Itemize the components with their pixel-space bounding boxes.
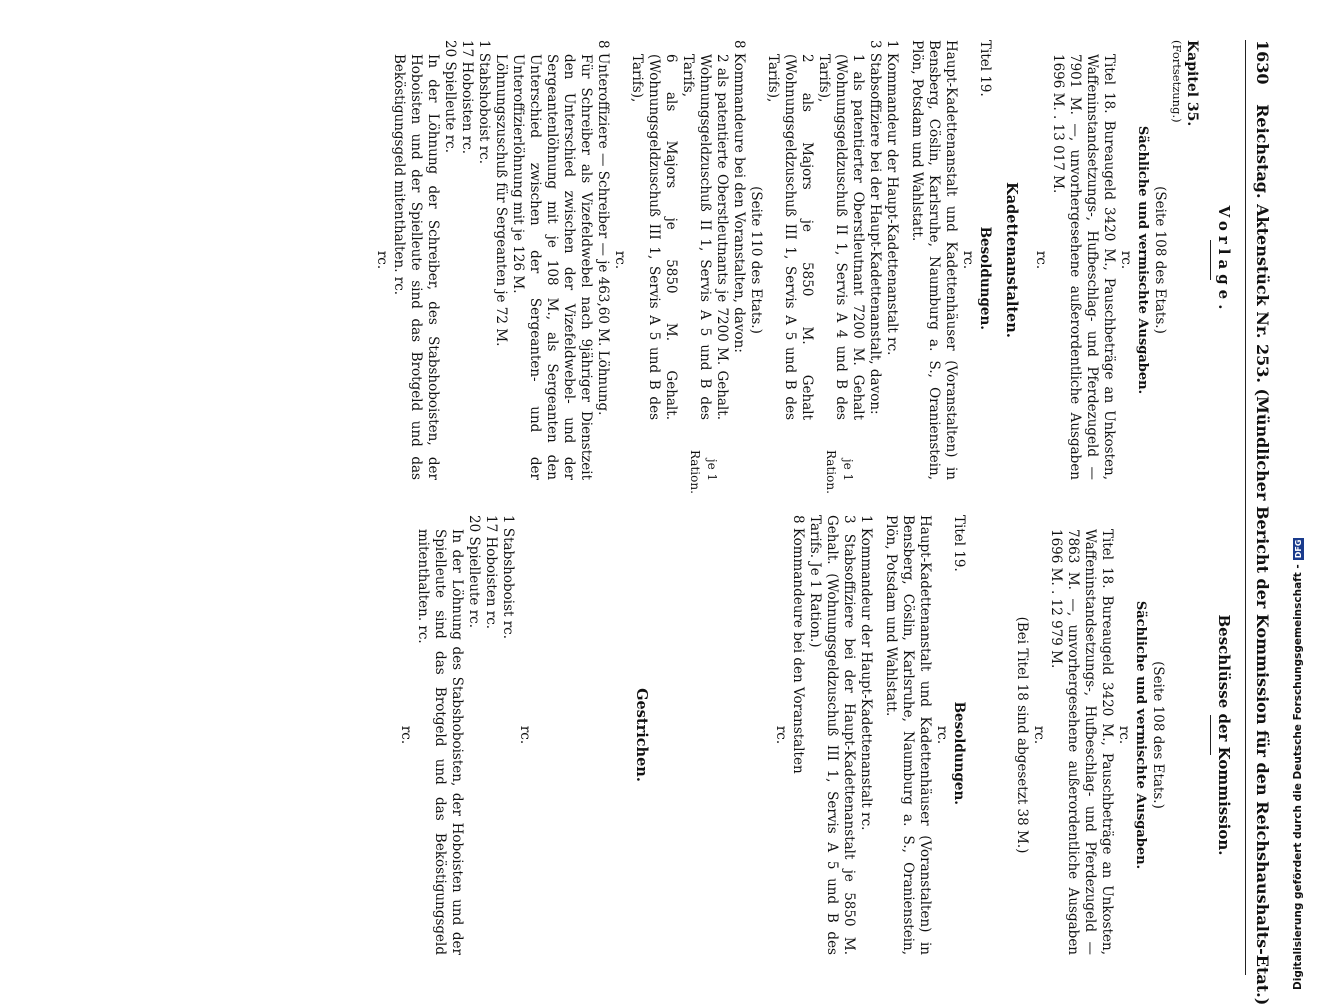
brace-note: je 1 Ration. [824, 450, 855, 494]
list-item: Für Schreiber als Vizefeldwebel nach 9jähriger Dienstzeit den Unterschied zwischen der Vizefeldwebel- und der Sergeantenlöhnung mit je 108 M., als Sergeanten den Unterschied zwischen der Sergeanten- und der Unteroffizierlöhnung mit je 126 M. [510, 54, 594, 480]
page-header [1253, 40, 1272, 1005]
list-item: 20 Spielleute rc. [466, 515, 482, 628]
seite-ref-110: (Seite 110 des Etats.) [748, 186, 764, 334]
column-title-vorlage: Vorlage. [1215, 205, 1233, 315]
list-item: 17 Hoboisten rc. [459, 40, 475, 155]
list-item: 1 Stabshoboist rc. [500, 515, 516, 640]
list-item: 3 Stabsoffiziere bei der Haupt-Kadettenanstalt je 5850 M. Gehalt. (Wohnungsgeldzuschuß III 1, Servis A 5 und B des Tarifs. Je 1 Ration.) [807, 515, 857, 955]
list-item: In der Löhnung der Schreiber, des Stabshoboisten, der Hoboisten und der Spielleute sind das Brotgeld und das Beköstigungsgeld mitenthalten. rc. [391, 54, 441, 480]
besoldungen-heading: Besoldungen. [977, 226, 993, 330]
list-item: 6 als Majors je 5850 M. Gehalt. (Wohnungsgeldzuschuß III 1, Servis A 5 und B des Tarifs), [629, 54, 679, 420]
page-title: Reichstag. Aktenstück Nr. 253. (Mündlicher Bericht der Kommission für den Reichshaushalts-Etat.) [1253, 104, 1272, 1005]
list-item: 1 Stabshoboist rc. [476, 40, 492, 165]
list-item: In der Löhnung des Stabshoboisten, der Hoboisten und der Spielleute sind das Brotgeld und das Beköstigungsgeld mitenthalten. rc. [415, 529, 465, 955]
list-item: 8 Kommandeure bei den Voranstalten, davon: [731, 40, 747, 353]
list-item: 1 als patentierter Oberstleutnant 7200 M. Gehalt (Wohnungsgeldzuschuß II 1, Servis A 4 und B des Tarifs), [816, 54, 866, 420]
list-item: 1 Kommandeur der Haupt-Kadettenanstalt rc. [884, 40, 900, 356]
digitization-note: Digitalisierung gefördert durch die Deutsche Forschungsgemeinschaft -DFG [1292, 539, 1304, 990]
titel18-text: Titel 18. Bureaugeld 3420 M., Pauschbeträge an Unkosten, Waffeninstandsetzungs-, Hufbeschlag- und Pferdezugeld — 7863 M. —, unvorhergesehene außerordentliche Ausgaben 1696 M. . 12 979 M. [1048, 529, 1115, 955]
list-item: 1 Kommandeur der Haupt-Kadettenanstalt rc. [858, 515, 874, 831]
column-title-beschluesse: Beschlüsse der Kommission. [1215, 614, 1233, 856]
brace-note: je 1 Ration. [688, 450, 719, 494]
titel18-note: (Bei Titel 18 sind abgesetzt 38 M.) [1014, 616, 1030, 854]
hauptkadetten-text: Haupt-Kadettenanstalt und Kadettenhäuser (Voranstalten) in Bensberg, Cöslin, Karlsruhe, Naumburg a. S., Oranienstein, Plön, Potsdam und Wahlstatt. [883, 515, 933, 955]
titel18-text: Titel 18. Bureaugeld 3420 M., Pauschbeträge an Unkosten, Waffeninstandsetzungs-, Hufbeschlag- und Pferdezugeld — 7901 M. —, unvorhergesehene außerordentliche Ausgaben 1696 M. . 13 017 M. [1050, 54, 1117, 480]
seite-ref: (Seite 108 des Etats.) [1152, 186, 1168, 334]
chapter-title: Kapitel 35. [1184, 40, 1200, 127]
column-beschluesse: Beschlüsse der Kommission. (Seite 108 des Etats.) Sächliche und vermischte Ausgaben. rc. Titel 18. Bureaugeld 3420 M., Pauschbeträge an Unkosten, Waffeninstandsetzungs-, Hufbeschlag- und Pferdezugeld — 7863 M. —, unvorhergesehene außerordentliche Ausgaben 1696 M. . 12 979 M. rc. (Bei Titel 18 sind abgesetzt 38 M.) Titel 19. Besoldungen. rc. Haupt-Kadettenanstalt und Kadettenhäuser (Voranstalten) in Bensberg, Cöslin, Karlsruhe, Naumburg a. S., Oranienstein, Plön, Potsdam und Wahlstatt. 1 Kommandeur der Haupt-Kadettenanstalt rc. 3 Stabsoffiziere bei der Haupt-Kadettenanstalt je 5850 M. Gehalt. (Wohnungsgeldzuschuß III 1, Servis A 5 und B des Tarifs. Je 1 Ration.) 8 Kommandeure bei den Voranstalten rc. Gestrichen. rc. 1 Stabshoboist rc. 17 Hoboisten rc. 20 Spielleute rc. In der Löhnung des Stabshoboisten, der Hoboisten und der Spielleute sind das Brotgeld und das Beköstigungsgeld mitenthalten. rc. rc. [398, 515, 1233, 955]
gestrichen-heading: Gestrichen. [633, 688, 650, 782]
list-item: Löhnungszuschuß für Sergeanten je 72 M. [493, 54, 509, 347]
section-heading: Sächliche und vermischte Ausgaben. [1133, 600, 1148, 870]
list-item: 2 als patentierte Oberstleutnants je 7200 M. Gehalt. Wohnungsgeldzuschuß II 1, Servis A 5 und B des Tarifs, [680, 54, 730, 420]
list-item: 20 Spielleute rc. [442, 40, 458, 153]
list-item: 8 Unteroffiziere — Schreiber — je 463,60 M. Löhnung. [595, 40, 611, 416]
list-item: 17 Hoboisten rc. [483, 515, 499, 630]
page-number: 1630 [1253, 40, 1272, 85]
kadetten-heading: Kadettenanstalten. [1003, 182, 1020, 338]
column-vorlage: Vorlage. Kapitel 35. (Fortsetzung.) (Seite 108 des Etats.) Sächliche und vermischte Ausgaben. rc. Titel 18. Bureaugeld 3420 M., Pauschbeträge an Unkosten, Waffeninstandsetzungs-, Hufbeschlag- und Pferdezugeld — 7901 M. —, unvorhergesehene außerordentliche Ausgaben 1696 M. . 13 017 M. rc. Kadettenanstalten. Titel 19. Besoldungen. rc. Haupt-Kadettenanstalt und Kadettenhäuser (Voranstalten) in Bensberg, Cöslin, Karlsruhe, Naumburg a. S., Oranienstein, Plön, Potsdam und Wahlstatt. 1 Kommandeur der Haupt-Kadettenanstalt rc. 3 Stabsoffiziere bei der Haupt-Kadettenanstalt, davon: 1 als patentierter Oberstleutnant 7200 M. Gehalt (Wohnungsgeldzuschuß II 1, Servis A 4 und B des Tarifs), 2 als Majors je 5850 M. Gehalt (Wohnungsgeldzuschuß III 1, Servis A 5 und B des Tarifs), je 1 Ration. (Seite 110 des Etats.) 8 Kommandeure bei den Voranstalten, davon: 2 als patentierte Oberstleutnants je 7200 M. Gehalt. Wohnungsgeldzuschuß II 1, Servis A 5 und B des Tarifs, 6 als Majors je 5850 M. Gehalt. (Wohnungsgeldzuschuß III 1, Servis A 5 und B des Tarifs), je 1 Ration. rc. 8 Unteroffiziere — Schreiber — je 463,60 M. Löhnung. Für Schreiber als Vizefeldwebel nach 9jähriger Dienstzeit den Unterschied zwischen der Vizefeldwebel- und der Sergeantenlöhnung mit je 108 M., als Sergeanten den Unterschied zwischen der Sergeanten- und der Unteroffizierlöhnung mit je 126 M. Löhnungszuschuß für Sergeanten je 72 M. 1 Stabshoboist rc. 17 Hoboisten rc. 20 Spielleute rc. In der Löhnung der Schreiber, des Stabshoboisten, der Hoboisten und der Spielleute sind das Brotgeld und das Beköstigungsgeld mitenthalten. rc. rc. [374, 40, 1233, 494]
list-item: 3 Stabsoffiziere bei der Haupt-Kadettenanstalt, davon: [867, 40, 883, 415]
list-item: 2 als Majors je 5850 M. Gehalt (Wohnungsgeldzuschuß III 1, Servis A 5 und B des Tarifs), [765, 54, 815, 420]
besoldungen-heading: Besoldungen. [951, 701, 967, 805]
section-heading: Sächliche und vermischte Ausgaben. [1135, 125, 1150, 395]
titel19-label: Titel 19. [951, 515, 967, 572]
titel19-label: Titel 19. [977, 40, 993, 97]
hauptkadetten-text: Haupt-Kadettenanstalt und Kadettenhäuser (Voranstalten) in Bensberg, Cöslin, Karlsruhe, Naumburg a. S., Oranienstein, Plön, Potsdam und Wahlstatt. [909, 40, 959, 480]
header-rule [1245, 40, 1246, 975]
seite-ref: (Seite 108 des Etats.) [1150, 661, 1166, 809]
chapter-subtitle: (Fortsetzung.) [1170, 40, 1184, 123]
dfg-logo: DFG [1294, 539, 1303, 559]
list-item: 8 Kommandeure bei den Voranstalten [790, 515, 806, 774]
